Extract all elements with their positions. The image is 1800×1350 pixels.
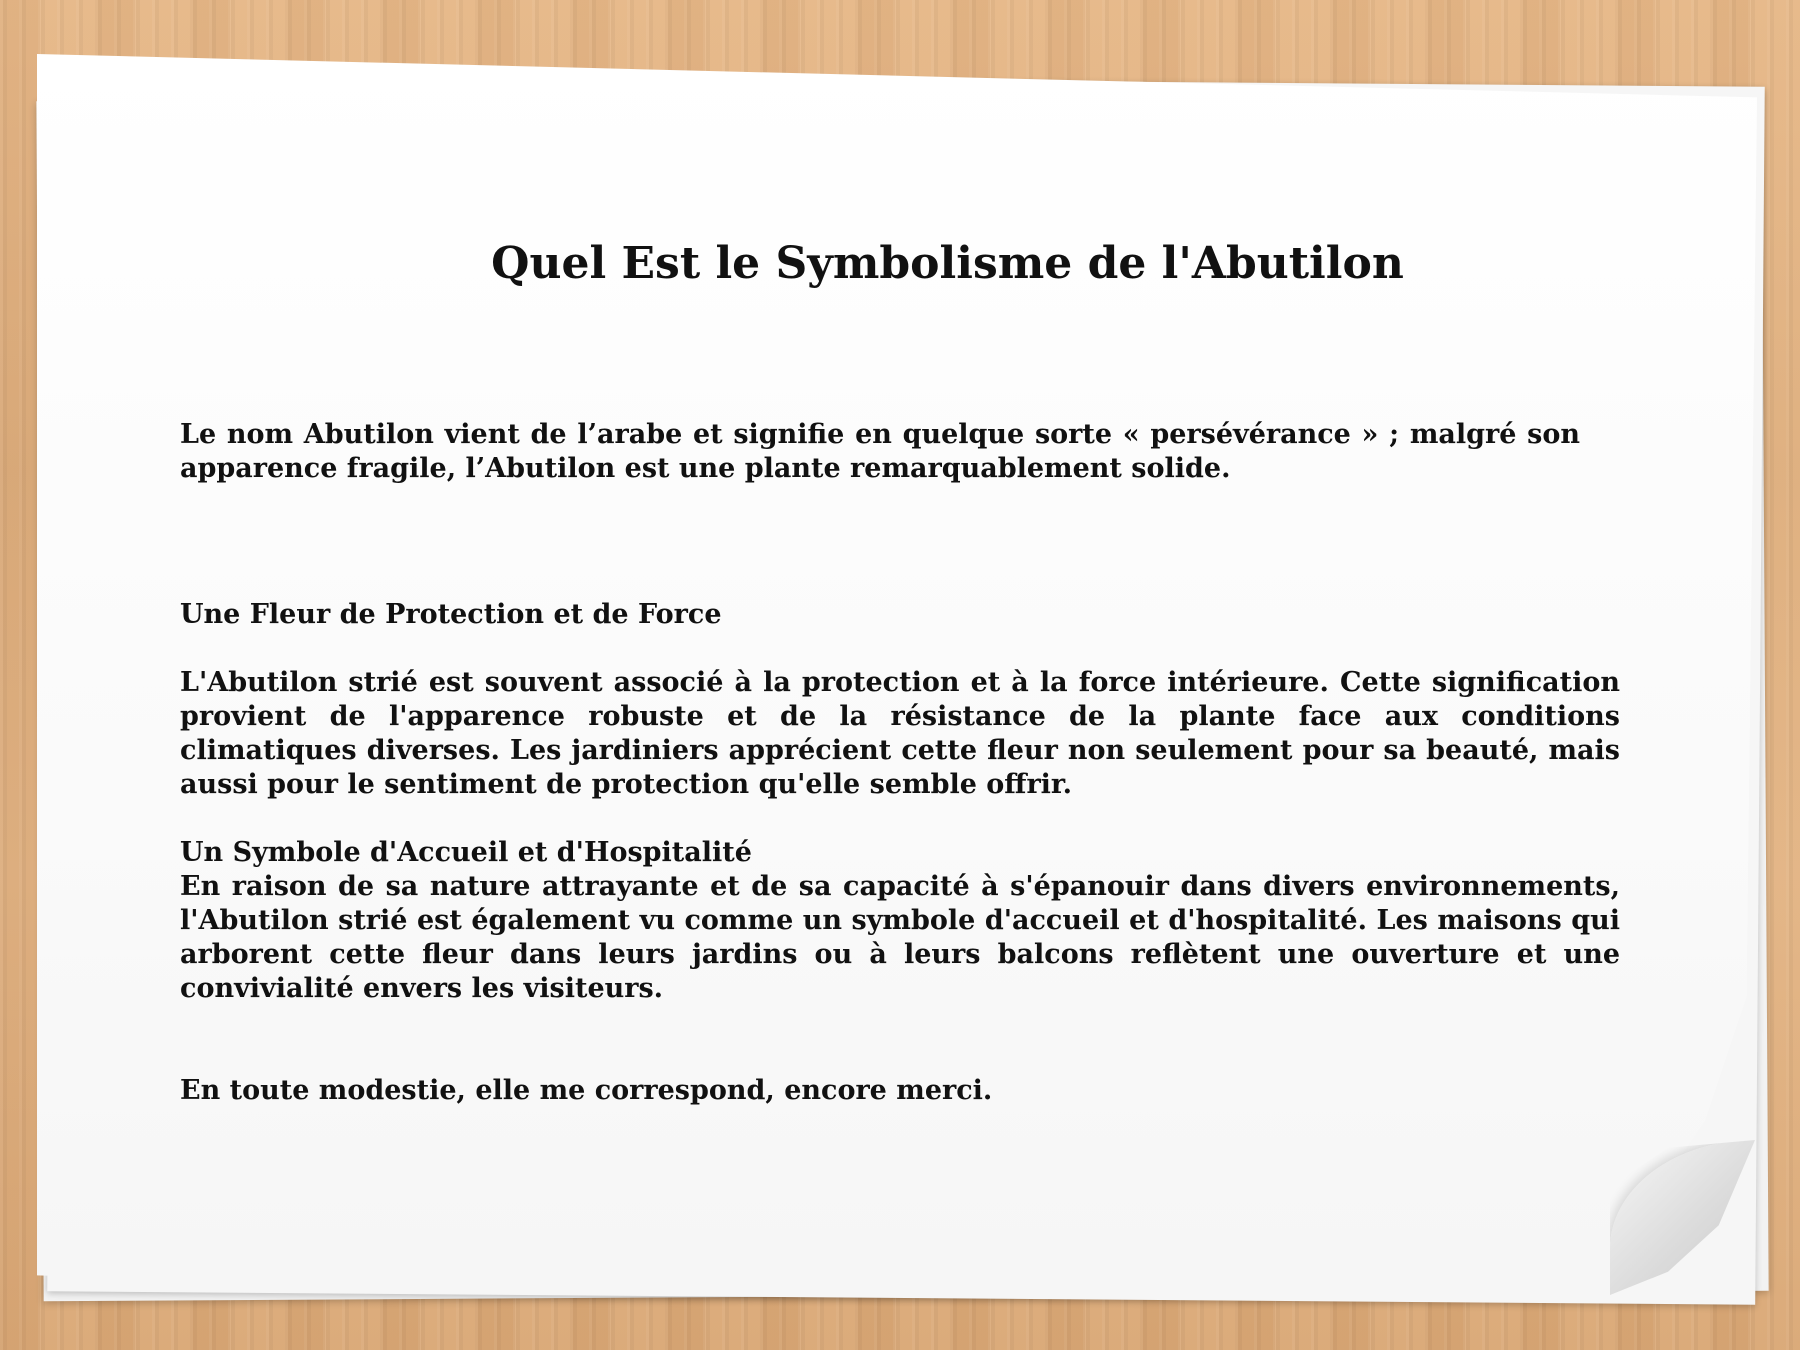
closing-line: En toute modestie, elle me correspond, encore merci. (180, 1075, 993, 1106)
section-body-hospitality: En raison de sa nature attrayante et de sa capacité à s'épanouir dans divers environnements, l'Abutilon strié est également vu comme un symbole d'accueil et d'hospitalité. Les maisons qui arborent cette fleur dans leurs jardins ou à leurs balcons reflètent une ouverture et une convivialité envers les visiteurs. (180, 871, 1620, 1004)
intro-paragraph: Le nom Abutilon vient de l’arabe et signifie en quelque sorte « persévérance » ; malgré son apparence fragile, l’Abutilon est une plante remarquablement solide. (180, 419, 1580, 484)
section-body-protection: L'Abutilon strié est souvent associé à la protection et à la force intérieure. Cette signification provient de l'apparence robuste et de la résistance de la plante face aux conditions climatiques diverses. Les jardiniers apprécient cette fleur non seulement pour sa beauté, mais aussi pour le sentiment de protection qu'elle semble offrir. (180, 667, 1620, 800)
document-title: Quel Est le Symbolisme de l'Abutilon (491, 238, 1404, 289)
section-heading-hospitality: Un Symbole d'Accueil et d'Hospitalité (180, 837, 752, 868)
section-heading-protection: Une Fleur de Protection et de Force (180, 599, 722, 630)
